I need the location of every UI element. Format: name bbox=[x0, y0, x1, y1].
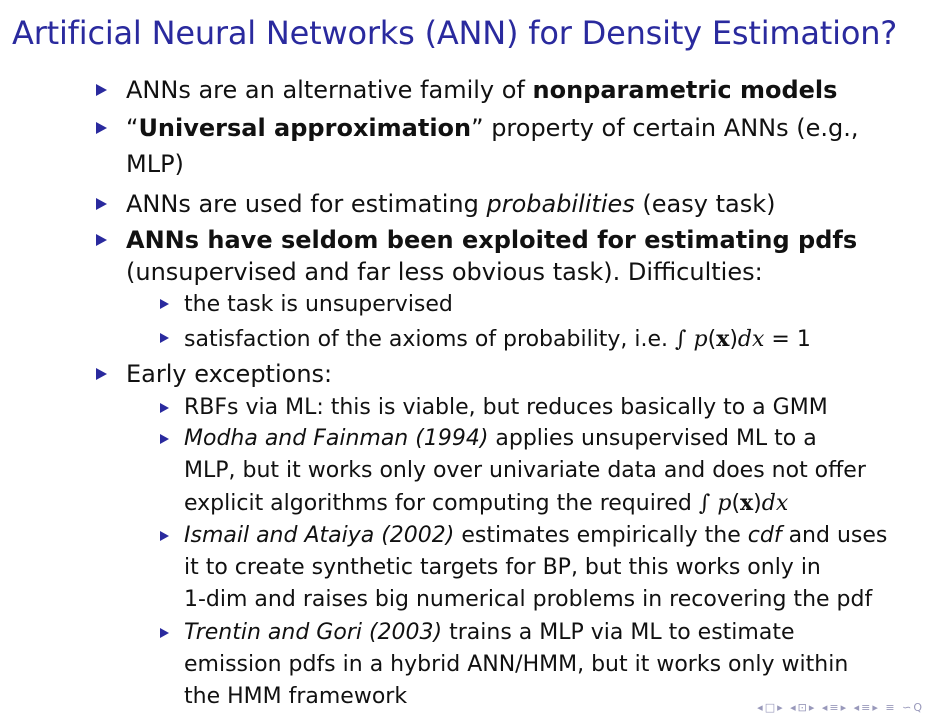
bullet-1-bold: nonparametric models bbox=[532, 76, 838, 104]
bullet-4: ANNs have seldom been exploited for estimating pdfs bbox=[126, 226, 858, 254]
bullet-2: “Universal approximation” property of certain ANNs (e.g., bbox=[126, 114, 859, 142]
integral-symbol: ∫ bbox=[698, 491, 711, 516]
bullet-4-line-2: (unsupervised and far less obvious task). Difficulties: bbox=[126, 258, 763, 286]
nav-prev-frame-icon[interactable]: ◂□▸ bbox=[757, 701, 785, 714]
bullet-3: ANNs are used for estimating probabilities (easy task) bbox=[126, 190, 776, 218]
bullet-5-sub-2-line-2: MLP, but it works only over univariate data and does not offer bbox=[184, 458, 866, 483]
bullet-4-sub-2: satisfaction of the axioms of probability, i.e. ∫ p(x)dx = 1 bbox=[184, 326, 811, 352]
bullet-5-sub-3: Ismail and Ataiya (2002) estimates empirically the cdf and uses bbox=[184, 523, 888, 548]
bullet-5-sub-4-line-2: emission pdfs in a hybrid ANN/HMM, but it works only within bbox=[184, 652, 849, 677]
slide-title: Artificial Neural Networks (ANN) for Density Estimation? bbox=[12, 14, 898, 52]
nav-prev-subsection-icon[interactable]: ◂⊡▸ bbox=[790, 701, 817, 714]
beamer-navigation-bar bbox=[757, 701, 924, 714]
bullet-5-sub-3-line-2: it to create synthetic targets for BP, but this works only in bbox=[184, 555, 821, 580]
sub-bullet-triangle-icon bbox=[160, 434, 169, 444]
bullet-5-sub-2-line-3: explicit algorithms for computing the required ∫ p(x)dx bbox=[184, 490, 789, 516]
bullet-5-sub-1: RBFs via ML: this is viable, but reduces basically to a GMM bbox=[184, 395, 828, 420]
bullet-2-line-2: MLP) bbox=[126, 150, 184, 178]
sub-bullet-triangle-icon bbox=[160, 403, 169, 413]
bullet-5-sub-4-line-3: the HMM framework bbox=[184, 684, 408, 709]
bullet-triangle-icon bbox=[96, 84, 107, 96]
nav-search-icon[interactable]: ∽Q bbox=[902, 701, 924, 714]
bullet-5: Early exceptions: bbox=[126, 360, 333, 388]
nav-prev-slide-icon[interactable]: ◂≡▸ bbox=[853, 701, 880, 714]
bullet-triangle-icon bbox=[96, 234, 107, 246]
integral-symbol: ∫ bbox=[675, 327, 687, 352]
sub-bullet-triangle-icon bbox=[160, 531, 169, 541]
bullet-5-sub-3-line-3: 1-dim and raises big numerical problems in recovering the pdf bbox=[184, 587, 873, 612]
sub-bullet-triangle-icon bbox=[160, 299, 169, 309]
bullet-5-sub-4: Trentin and Gori (2003) trains a MLP via ML to estimate bbox=[184, 620, 795, 645]
bullet-triangle-icon bbox=[96, 122, 107, 134]
bullet-1: ANNs are an alternative family of nonparametric models bbox=[126, 76, 838, 104]
bullet-4-sub-1: the task is unsupervised bbox=[184, 292, 453, 317]
bullet-triangle-icon bbox=[96, 368, 107, 380]
nav-menu-icon[interactable]: ≡ bbox=[885, 701, 897, 714]
sub-bullet-triangle-icon bbox=[160, 333, 169, 343]
bullet-triangle-icon bbox=[96, 198, 107, 210]
nav-prev-section-icon[interactable]: ◂≡▸ bbox=[821, 701, 849, 714]
sub-bullet-triangle-icon bbox=[160, 628, 169, 638]
bullet-5-sub-2: Modha and Fainman (1994) applies unsupervised ML to a bbox=[184, 426, 817, 451]
